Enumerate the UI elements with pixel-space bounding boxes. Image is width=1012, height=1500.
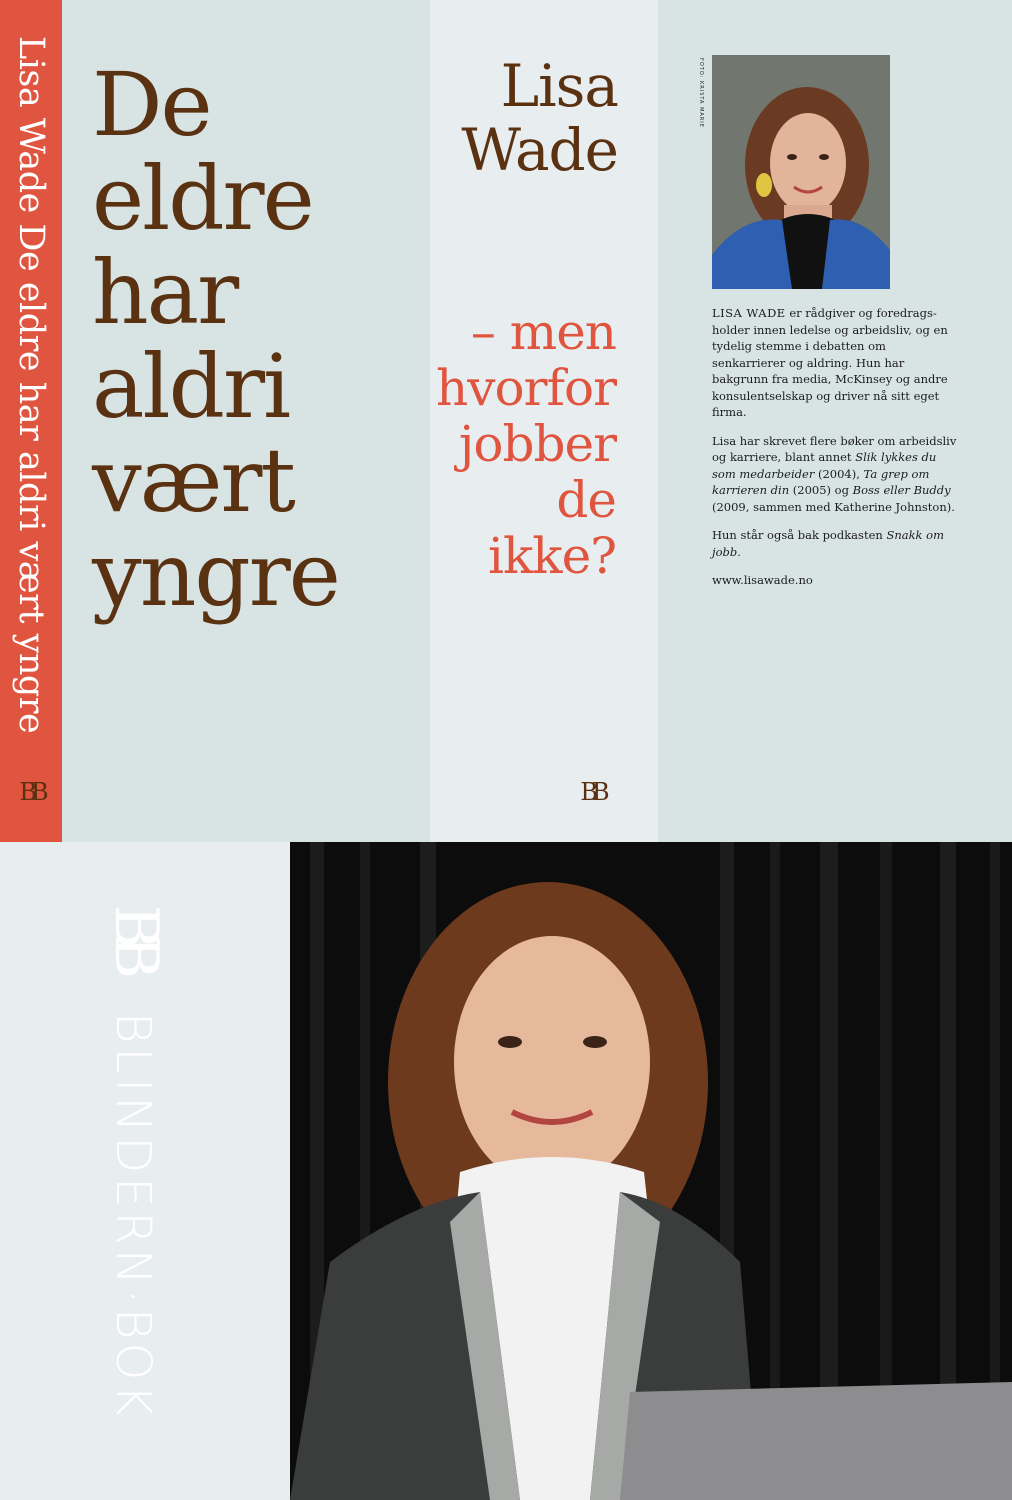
subtitle-line: de: [556, 471, 616, 529]
bio-text: Lisa har skrevet flere bøker om arbeidsliv og karriere, blant annet: [712, 433, 957, 464]
subtitle-line: ikke?: [488, 527, 616, 585]
book-subtitle: [436, 304, 616, 584]
title-line: eldre: [92, 147, 313, 250]
spine-title: Lisa Wade De eldre har aldri vært yngre: [11, 36, 51, 734]
bio-paragraph-1: [712, 305, 962, 421]
title-line: yngre: [92, 523, 339, 626]
title-line: vært: [92, 429, 294, 532]
title-line: De: [92, 53, 211, 156]
book-reference: Boss eller Buddy: [852, 483, 951, 497]
author-name: [461, 54, 618, 182]
publisher-name: BLINDERN·BOK: [105, 1012, 161, 1420]
bio-text: (2005) og: [789, 483, 853, 497]
spine-publisher-logo: BB: [19, 778, 43, 806]
author-portrait-photo: [712, 55, 890, 289]
podcast-name: Snakk om jobb.: [712, 528, 944, 559]
author-portrait-illustration: [712, 55, 890, 289]
bio-paragraph-2: [712, 433, 962, 516]
author-first-name: Lisa: [500, 52, 618, 120]
book-title: [92, 53, 432, 626]
bio-paragraph-3: [712, 527, 962, 560]
author-large-photo: [290, 842, 1012, 1500]
title-line: aldri: [92, 335, 290, 438]
author-large-photo-illustration: [290, 842, 1012, 1500]
front-publisher-logo: BB: [580, 778, 604, 806]
photo-credit: FOTO: KRISTA MARIE: [698, 58, 704, 128]
subtitle-line: hvorfor: [436, 359, 616, 417]
bio-text: er rådgiver og foredrags-holder innen ledelse og arbeidsliv, og en tydelig stemme i debatten om senkarrierer og aldring. Hun har bakgrunn fra media, McKinsey og andre konsulentselskap og driver nå sitt eget firma.: [712, 306, 948, 419]
subtitle-line: – men: [470, 303, 616, 361]
author-last-name: Wade: [461, 116, 618, 184]
book-reference: Ta grep om karrieren din: [712, 466, 930, 497]
bio-text: (2004),: [814, 466, 864, 481]
subtitle-line: jobber: [458, 415, 616, 473]
large-publisher-logo: BB: [101, 904, 171, 966]
book-reference: Slik lykkes du som medarbeider: [712, 450, 937, 481]
bio-text: Hun står også bak podkasten: [712, 528, 887, 542]
bio-author-name: LISA WADE: [712, 306, 786, 320]
author-bio: [712, 305, 962, 601]
author-website: www.lisawade.no: [712, 573, 813, 587]
title-line: har: [92, 241, 238, 344]
bio-text: (2009, sammen med Katherine Johnston).: [712, 499, 955, 514]
